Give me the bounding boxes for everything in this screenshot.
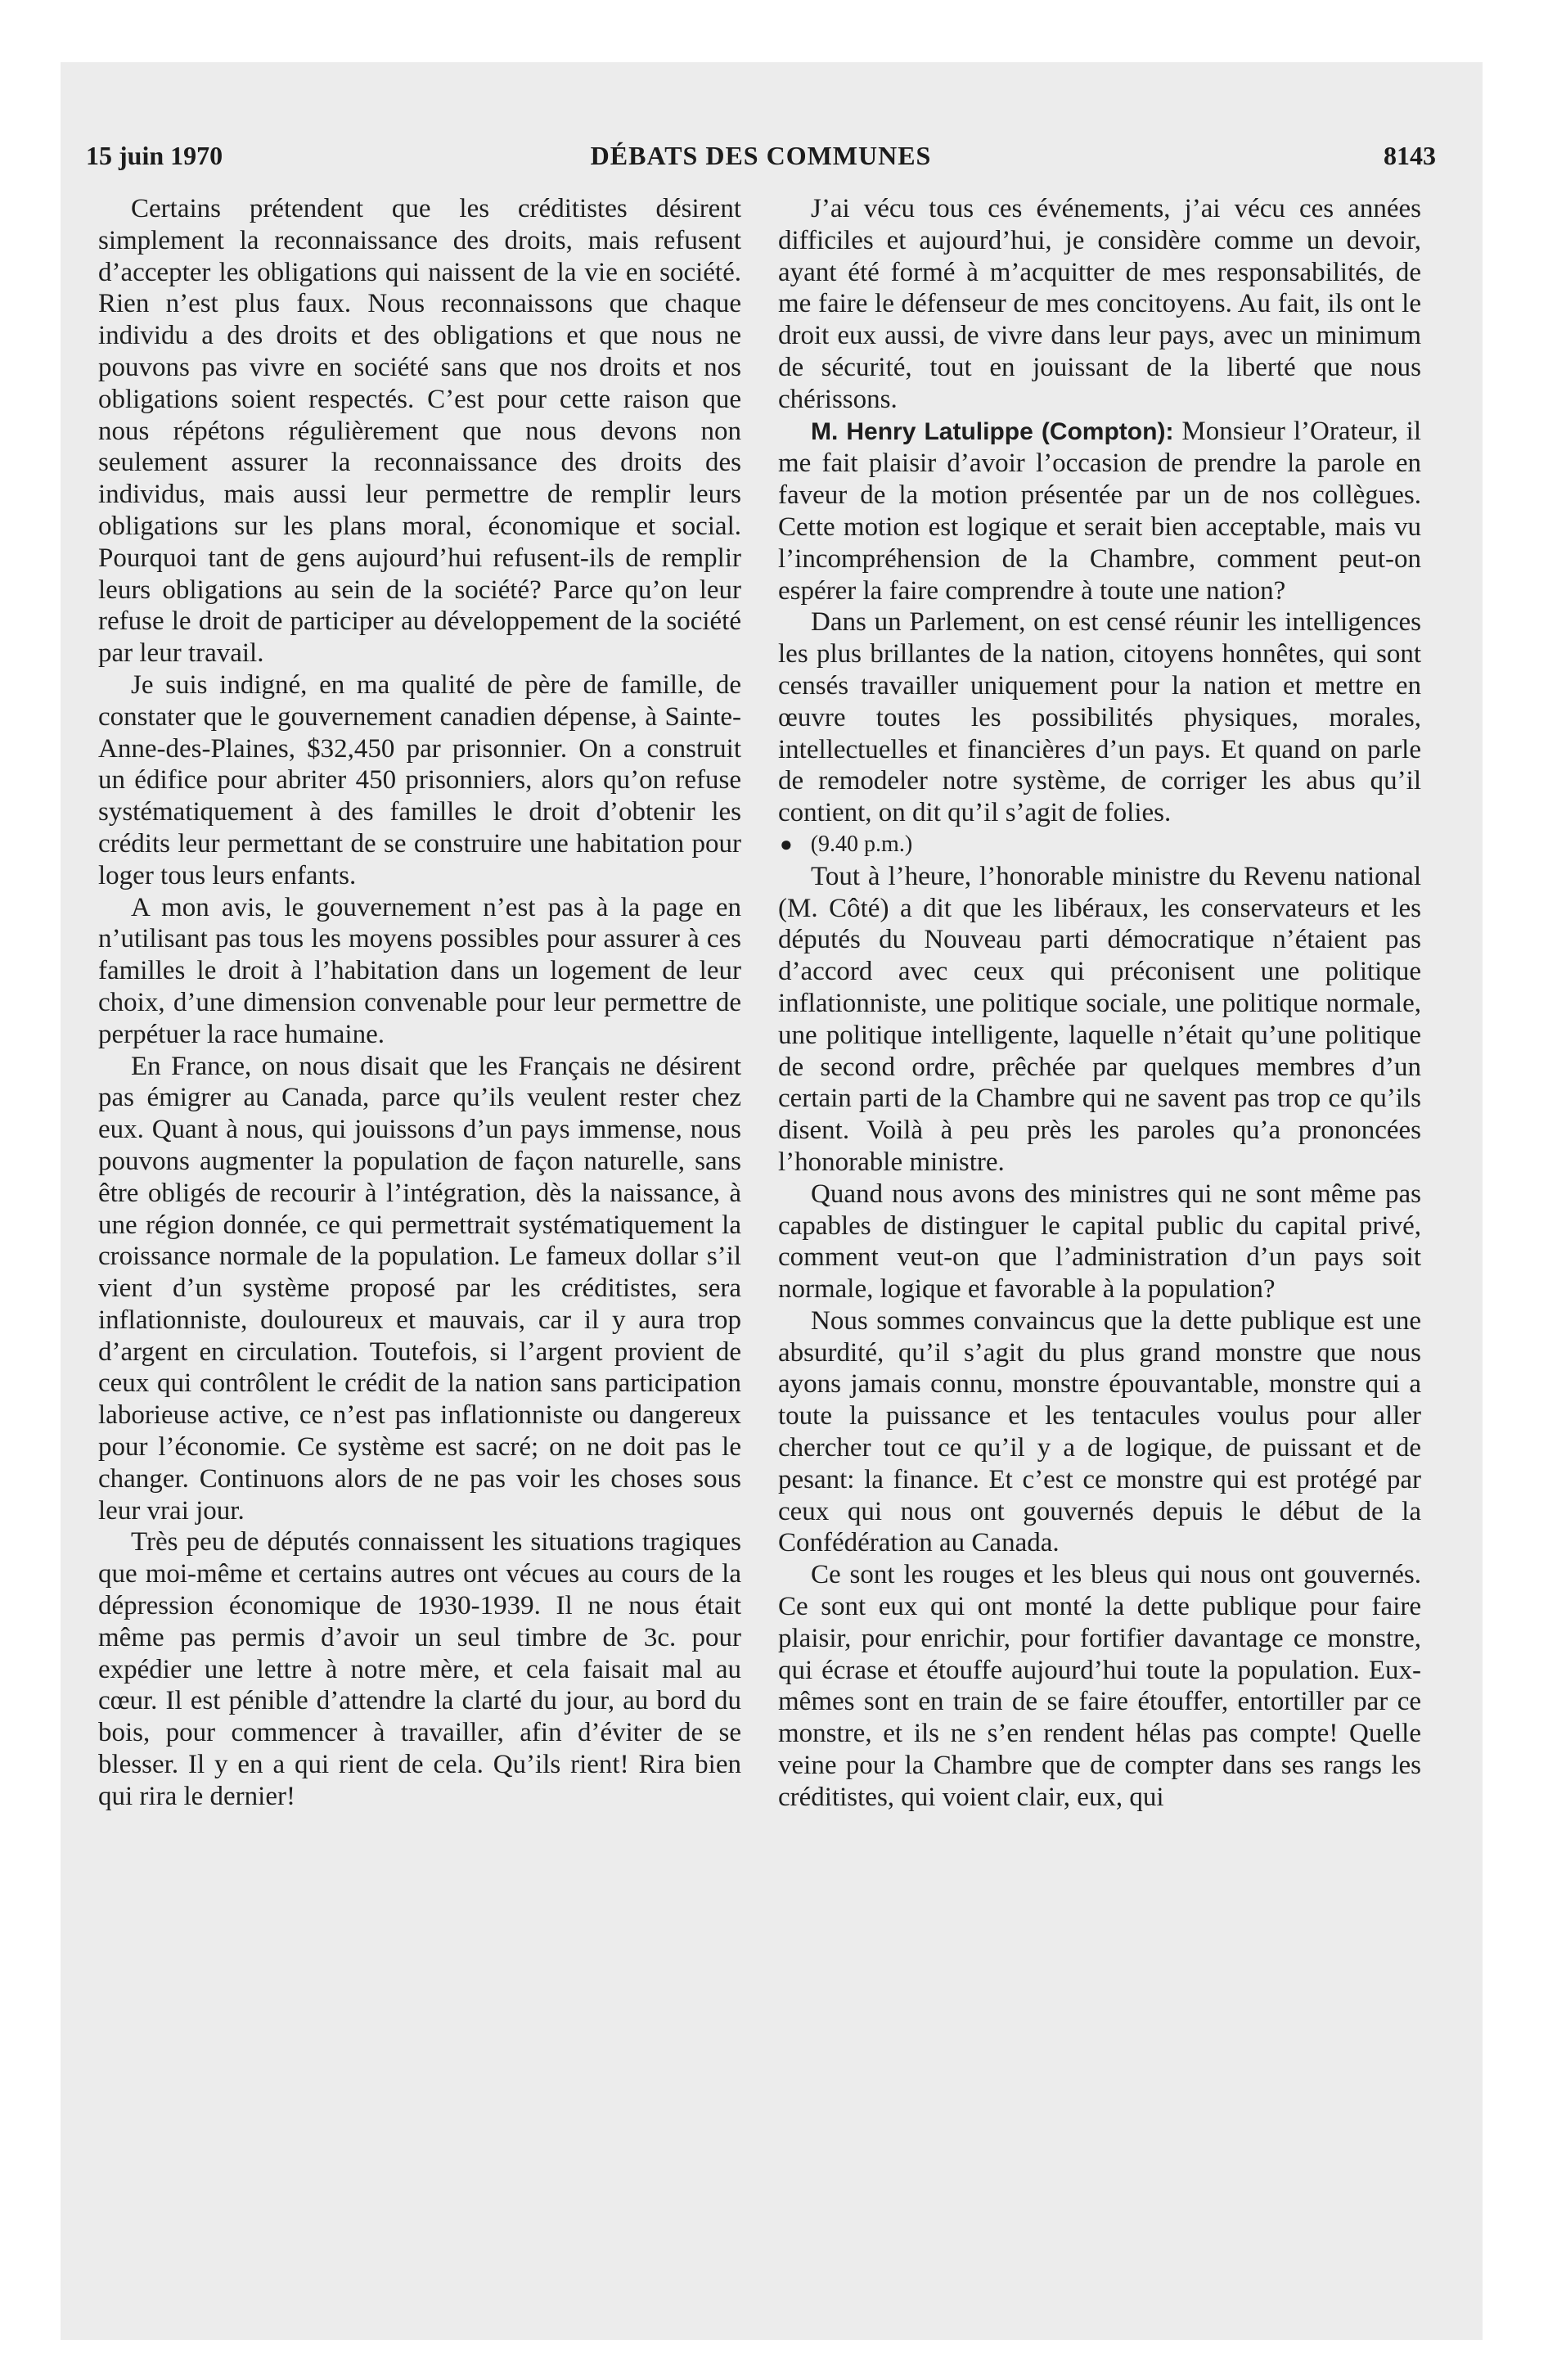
header-date: 15 juin 1970: [86, 141, 223, 170]
right-column: [778, 193, 1421, 1814]
timestamp-line: [778, 829, 1421, 861]
page-header: [86, 141, 1436, 174]
left-column: [98, 193, 741, 1813]
bullet-icon: ●: [780, 832, 793, 856]
header-title: DÉBATS DES COMMUNES: [590, 141, 932, 170]
paragraph: En France, on nous disait que les Français ne désirent pas émigrer au Canada, parce qu’ils veulent rester chez eux. Quant à nous, qui jouissons d’un pays immense, nous pouvons augmenter la population de façon naturelle, sans être obligés de recourir à l’intégration, dès la naissance, à une région donnée, ce qui permettrait systématiquement la croissance normale de la population. Le fameux dollar s’il vient d’un système proposé par les créditistes, sera inflationniste, douloureux et mauvais, car il y aura trop d’argent en circulation. Toutefois, si l’argent provient de ceux qui contrôlent le crédit de la nation sans participation laborieuse active, ce n’est pas inflationniste ou dangereux pour l’économie. Ce système est sacré; on ne doit pas le changer. Continuons alors de ne pas voir les choses sous leur vrai jour.: [98, 1051, 741, 1526]
paragraph: Nous sommes convaincus que la dette publique est une absurdité, qu’il s’agit du plus grand monstre que nous ayons jamais connu, monstre épouvantable, monstre qui a toute la puissance et les tentacules voulus pour aller chercher tout ce qu’il y a de logique, de puissant et de pesant: la finance. Et c’est ce monstre qui est protégé par ceux qui nous ont gouvernés depuis le début de la Confédération au Canada.: [778, 1305, 1421, 1558]
paragraph: Tout à l’heure, l’honorable ministre du Revenu national (M. Côté) a dit que les libéraux, les conservateurs et les députés du Nouveau parti démocratique n’étaient pas d’accord avec ceux qui préconisent une politique inflationniste, une politique sociale, une politique normale, une politique intelligente, laquelle n’était qu’une politique de second ordre, prêchée par quelques membres d’un certain parti de la Chambre qui ne savent pas trop ce qu’ils disent. Voilà à peu près les paroles qu’a prononcées l’honorable ministre.: [778, 861, 1421, 1177]
speaker-text: Monsieur l’Orateur, il me fait plaisir d’avoir l’occasion de prendre la parole en faveur de la motion présentée par un de nos collègues. Cette motion est logique et serait bien acceptable, mais vu l’incompréhension de la Chambre, comment peut-on espérer la faire comprendre à toute une nation?: [778, 416, 1422, 606]
speaker-paragraph: [778, 416, 1421, 607]
paragraph: Certains prétendent que les créditistes désirent simplement la reconnaissance des droits, mais refusent d’accepter les obligations qui naissent de la vie en société. Rien n’est plus faux. Nous reconnaissons que chaque individu a des droits et des obligations et que nous ne pouvons pas vivre en société sans que nos droits et nos obligations soient respectés. C’est pour cette raison que nous répétons régulièrement que nous devons non seulement assurer la reconnaissance des droits des individus, mais aussi leur permettre de remplir leurs obligations sur les plans moral, économique et social. Pourquoi tant de gens aujourd’hui refusent-ils de remplir leurs obligations au sein de la société? Parce qu’on leur refuse le droit de participer au développement de la société par leur travail.: [98, 194, 741, 669]
paragraph: Très peu de députés connaissent les situations tragiques que moi-même et certains autres ont vécues au cours de la dépression économique de 1930-1939. Il ne nous était même pas permis d’avoir un seul timbre de 3c. pour expédier une lettre à notre mère, et cela faisait mal au cœur. Il est pénible d’attendre la clarté du jour, au bord du bois, pour commencer à travailler, afin d’éviter de se blesser. Il y en a qui rient de cela. Qu’ils rient! Rira bien qui rira le dernier!: [98, 1527, 741, 1811]
paragraph: Je suis indigné, en ma qualité de père de famille, de constater que le gouvernement canadien dépense, à Sainte-Anne-des-Plaines, $32,450 par prisonnier. On a construit un édifice pour abriter 450 prisonniers, alors qu’on refuse systématiquement à des familles le droit d’obtenir les crédits leur permettant de se construire une habitation pour loger tous leurs enfants.: [98, 669, 741, 890]
paragraph: A mon avis, le gouvernement n’est pas à la page en n’utilisant pas tous les moyens possibles pour assurer à ces familles le droit à l’habitation dans un logement de leur choix, d’une dimension convenable pour leur permettre de perpétuer la race humaine.: [98, 892, 741, 1049]
paragraph: Ce sont les rouges et les bleus qui nous ont gouvernés. Ce sont eux qui ont monté la dette publique pour faire plaisir, pour enrichir, pour fortifier davantage ce monstre, qui écrase et étouffe aujourd’hui toute la population. Eux-mêmes sont en train de se faire étouffer, entortiller par ce monstre, et ils ne s’en rendent hélas pas compte! Quelle veine pour la Chambre que de compter dans ses rangs les créditistes, qui voient clair, eux, qui: [778, 1560, 1421, 1812]
header-page-number: 8143: [1384, 141, 1436, 170]
paragraph: J’ai vécu tous ces événements, j’ai vécu ces années difficiles et aujourd’hui, je considère comme un devoir, ayant été formé à m’acquitter de mes responsabilités, de me faire le défenseur de mes concitoyens. Au fait, ils ont le droit eux aussi, de vivre dans leur pays, avec un minimum de sécurité, tout en jouissant de la liberté que nous chérissons.: [778, 194, 1421, 414]
paragraph: Dans un Parlement, on est censé réunir les intelligences les plus brillantes de la nation, citoyens honnêtes, qui sont censés travailler uniquement pour la nation et mettre en œuvre toutes les possibilités physiques, morales, intellectuelles et financières d’un pays. Et quand on parle de remodeler notre système, de corriger les abus qu’il contient, on dit qu’il s’agit de folies.: [778, 607, 1421, 828]
paragraph: Quand nous avons des ministres qui ne sont même pas capables de distinguer le capital public du capital privé, comment veut-on que l’administration d’un pays soit normale, logique et favorable à la population?: [778, 1179, 1421, 1305]
timestamp: (9.40 p.m.): [810, 831, 913, 857]
speaker-name: M. Henry Latulippe (Compton):: [811, 417, 1174, 445]
